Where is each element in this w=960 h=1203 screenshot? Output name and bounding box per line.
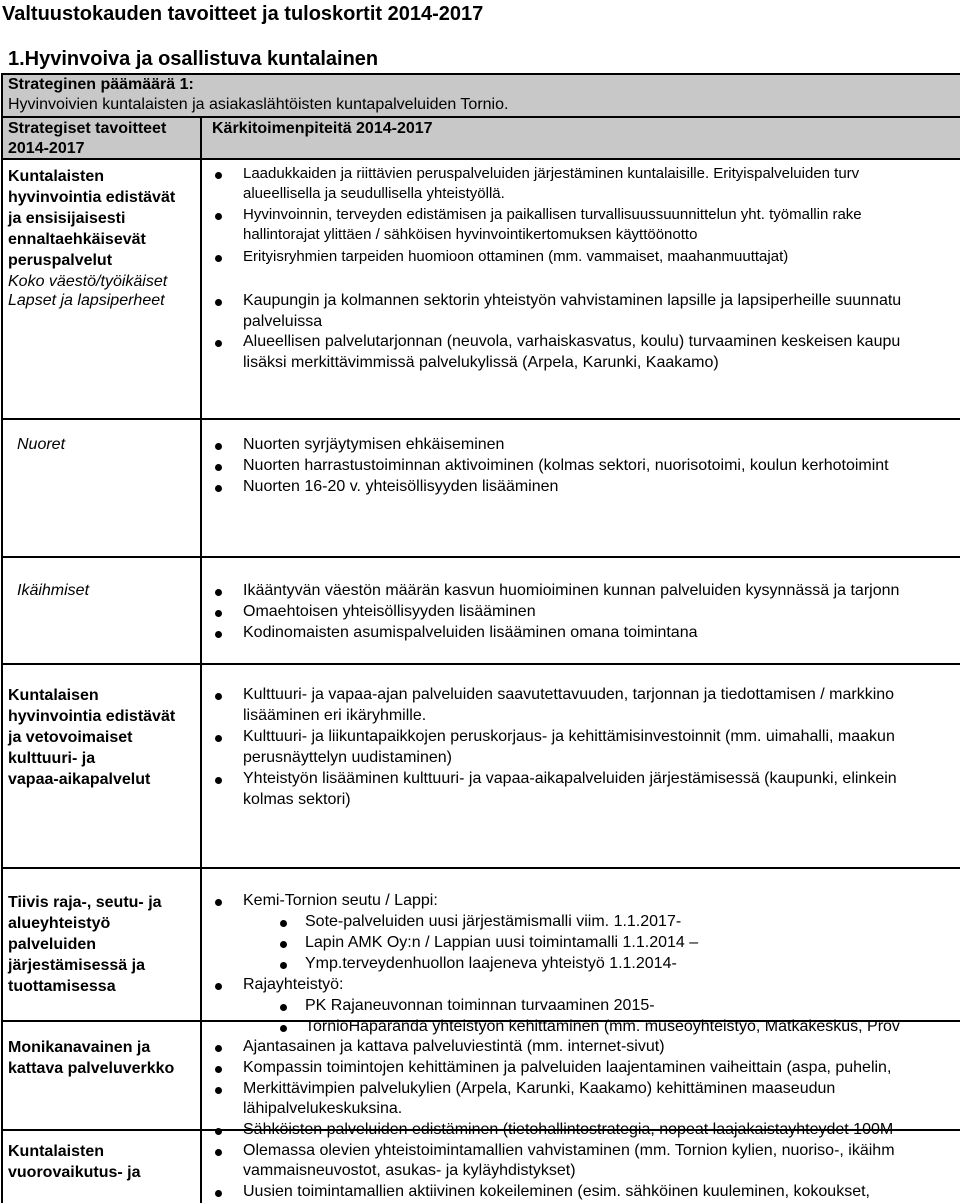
bullet-icon [215, 983, 222, 990]
block6-raja-sub-1: PK Rajaneuvonnan toiminnan turvaaminen 2015- [305, 997, 655, 1014]
block6-kemi-sub-2: Lapin AMK Oy:n / Lappian uusi toimintamalli 1.1.2014 – [305, 934, 699, 951]
bullet-icon [215, 255, 222, 262]
goal-text: Hyvinvoivien kuntalaisten ja asiakaslähtöisten kuntapalveluiden Tornio. [8, 96, 509, 113]
bullet-icon [215, 443, 222, 450]
block6-kemi-sub-3: Ymp.terveydenhuollon laajeneva yhteistyö 1.1.2014- [305, 955, 677, 972]
block5-left-line: ja vetovoimaiset [8, 729, 133, 746]
bullet-icon [215, 589, 222, 596]
block5-left [8, 685, 175, 790]
block1-item-2-line-2: hallintorajat ylittäen / sähköisen hyvinvointikertomuksen käyttöönotto [243, 226, 698, 243]
block6-b-item-1: Ajantasainen ja kattava palveluviestintä (mm. internet-sivut) [243, 1038, 665, 1055]
column-divider [200, 116, 202, 1203]
bullet-icon [215, 777, 222, 784]
block6-left-c-line: vuorovaikutus- ja [8, 1164, 141, 1181]
block1-left-line: ja ensisijaisesti [8, 210, 126, 227]
header-col2: Kärkitoimenpiteitä 2014-2017 [212, 120, 433, 137]
block1-item-1-line-1: Laadukkaiden ja riittävien peruspalveluiden järjestäminen kuntalaisille. Erityispalveluiden turv [243, 165, 860, 182]
bullet-icon [215, 1066, 222, 1073]
bullet-icon [280, 920, 287, 927]
block6-left-b-line: kattava palveluverkko [8, 1060, 175, 1077]
block5-left-line: hyvinvointia edistävät [8, 708, 176, 725]
bullet-icon [215, 631, 222, 638]
block1-left [8, 166, 175, 292]
block4-label: Ikäihmiset [17, 582, 90, 599]
block2-label: Lapset ja lapsiperheet [8, 292, 165, 309]
rule [2, 73, 960, 75]
block6-raja: Rajayhteistyö: [243, 976, 344, 993]
block6-left-a-line: palveluiden [8, 936, 97, 953]
header-col1-line2: 2014-2017 [8, 140, 85, 157]
block6-left-b [8, 1037, 174, 1079]
block4-item-1: Ikääntyvän väestön määrän kasvun huomioiminen kunnan palveluiden kysynnässä ja tarjonn [243, 582, 900, 599]
block6-b-item-3-line-1: Merkittävimpien palvelukylien (Arpela, Karunki, Kaakamo) kehittäminen maaseudun [243, 1080, 836, 1097]
table-left-border [1, 73, 3, 1203]
bullet-icon [215, 610, 222, 617]
block1-left-line: hyvinvointia edistävät [8, 189, 176, 206]
block4-item-3: Kodinomaisten asumispalveluiden lisääminen omana toimintana [243, 624, 698, 641]
block6-left-a-line: järjestämisessä ja [8, 957, 145, 974]
rule [2, 158, 960, 160]
header-col1-line1: Strategiset tavoitteet [8, 120, 167, 137]
block6-left-a [8, 892, 162, 997]
block2-item-1-line-1: Kaupungin ja kolmannen sektorin yhteistyön vahvistaminen lapsille ja lapsiperheille suunnatu [243, 292, 902, 309]
block5-left-line: kulttuuri- ja [8, 750, 96, 767]
block2-item-1-line-2: palveluissa [243, 313, 323, 330]
block1-left-line: Kuntalaisten [8, 168, 105, 185]
goal-row [2, 74, 960, 116]
block5-left-line: Kuntalaisen [8, 687, 99, 704]
bullet-icon [215, 1190, 222, 1197]
rule [2, 556, 960, 558]
block5-item-2-line-2: perusnäyttelyn uudistaminen) [243, 749, 453, 766]
block6-left-a-line: tuottamisessa [8, 978, 116, 995]
block2-item-2-line-1: Alueellisen palvelutarjonnan (neuvola, varhaiskasvatus, koulu) turvaaminen keskeisen kaupu [243, 333, 901, 350]
block1-item-1-line-2: alueellisella ja seudullisella yhteistyöllä. [243, 185, 505, 202]
bullet-icon [215, 172, 222, 179]
block1-item-2-line-1: Hyvinvoinnin, terveyden edistämisen ja paikallisen turvallisuussuunnittelun yht. työmallin rake [243, 206, 862, 223]
block1-left-line: ennaltaehkäisevät [8, 231, 146, 248]
goal-label: Strateginen päämäärä 1: [8, 76, 194, 93]
table-header-row [2, 118, 960, 158]
block6-b-item-4: Sähköisten palveluiden edistäminen (tietohallintostrategia, nopeat laajakaistayhteydet 100M [243, 1121, 894, 1138]
block6-left-c-line: Kuntalaisten [8, 1143, 105, 1160]
bullet-icon [215, 340, 222, 347]
block6-left-b-line: Monikanavainen ja [8, 1039, 151, 1056]
block4-item-2: Omaehtoisen yhteisöllisyyden lisääminen [243, 603, 536, 620]
block6-left-a-line: Tiivis raja-, seutu- ja [8, 894, 162, 911]
bullet-icon [280, 1004, 287, 1011]
bullet-icon [215, 693, 222, 700]
block6-c-item-1-line-1: Olemassa olevien yhteistoimintamallien vahvistaminen (mm. Tornion kylien, nuoriso-, ikäihm [243, 1142, 895, 1159]
block1-item-3: Erityisryhmien tarpeiden huomioon ottaminen (mm. vammaiset, maahanmuuttajat) [243, 248, 789, 265]
bullet-icon [280, 1025, 287, 1032]
rule [2, 116, 960, 118]
block6-c-item-1-line-2: vammaisneuvostot, asukas- ja kyläyhdistykset) [243, 1162, 576, 1179]
bullet-icon [215, 299, 222, 306]
bullet-icon [215, 1087, 222, 1094]
block6-kemi: Kemi-Tornion seutu / Lappi: [243, 892, 438, 909]
bullet-icon [280, 941, 287, 948]
block6-b-item-3-line-2: lähipalvelukeskuksina. [243, 1100, 403, 1117]
block5-item-3-line-2: kolmas sektori) [243, 791, 351, 808]
block5-left-line: vapaa-aikapalvelut [8, 771, 151, 788]
block1-left-line: peruspalvelut [8, 252, 113, 269]
block6-kemi-sub-1: Sote-palveluiden uusi järjestämismalli viim. 1.1.2017- [305, 913, 682, 930]
block6-raja-sub-2: TornioHaparanda yhteistyön kehittäminen (mm. museoyhteistyö, Matkakeskus, Prov [305, 1018, 900, 1035]
block6-b-item-2: Kompassin toimintojen kehittäminen ja palveluiden laajentaminen vaiheittain (aspa, puhelin, [243, 1059, 892, 1076]
rule [2, 867, 960, 869]
bullet-icon [215, 899, 222, 906]
rule [2, 418, 960, 420]
block1-left-italic: Koko väestö/työikäiset [8, 273, 168, 290]
block5-item-2-line-1: Kulttuuri- ja liikuntapaikkojen peruskorjaus- ja kehittämisinvestoinnit (mm. uimahalli, maakun [243, 728, 895, 745]
block5-item-3-line-1: Yhteistyön lisääminen kulttuuri- ja vapaa-aikapalveluiden järjestämisessä (kaupunki, elinkein [243, 770, 897, 787]
rule [2, 663, 960, 665]
block3-item-1: Nuorten syrjäytymisen ehkäiseminen [243, 436, 505, 453]
block5-item-1-line-1: Kulttuuri- ja vapaa-ajan palveluiden saavutettavuuden, tarjonnan ja tiedottamisen / markkino [243, 686, 895, 703]
block6-left-a-line: alueyhteistyö [8, 915, 111, 932]
bullet-icon [215, 485, 222, 492]
block6-left-c [8, 1141, 140, 1183]
page-title: Valtuustokauden tavoitteet ja tuloskortit 2014-2017 [2, 3, 484, 25]
block5-item-1-line-2: lisääminen eri ikäryhmille. [243, 707, 427, 724]
block2-item-2-line-2: lisäksi merkittävimmissä palvelukylissä (Arpela, Karunki, Kaakamo) [243, 354, 719, 371]
block3-item-2: Nuorten harrastustoiminnan aktivoiminen (kolmas sektori, nuorisotoimi, koulun kerhotoimint [243, 457, 889, 474]
bullet-icon [280, 962, 287, 969]
block3-label: Nuoret [17, 436, 66, 453]
block6-c-item-2: Uusien toimintamallien aktiivinen kokeileminen (esim. sähköinen kuuleminen, kokoukset, [243, 1183, 870, 1200]
section-title: 1.Hyvinvoiva ja osallistuva kuntalainen [8, 48, 379, 70]
block3-item-3: Nuorten 16-20 v. yhteisöllisyyden lisääminen [243, 478, 559, 495]
bullet-icon [215, 735, 222, 742]
bullet-icon [215, 213, 222, 220]
bullet-icon [215, 1149, 222, 1156]
bullet-icon [215, 1128, 222, 1135]
bullet-icon [215, 1045, 222, 1052]
bullet-icon [215, 464, 222, 471]
